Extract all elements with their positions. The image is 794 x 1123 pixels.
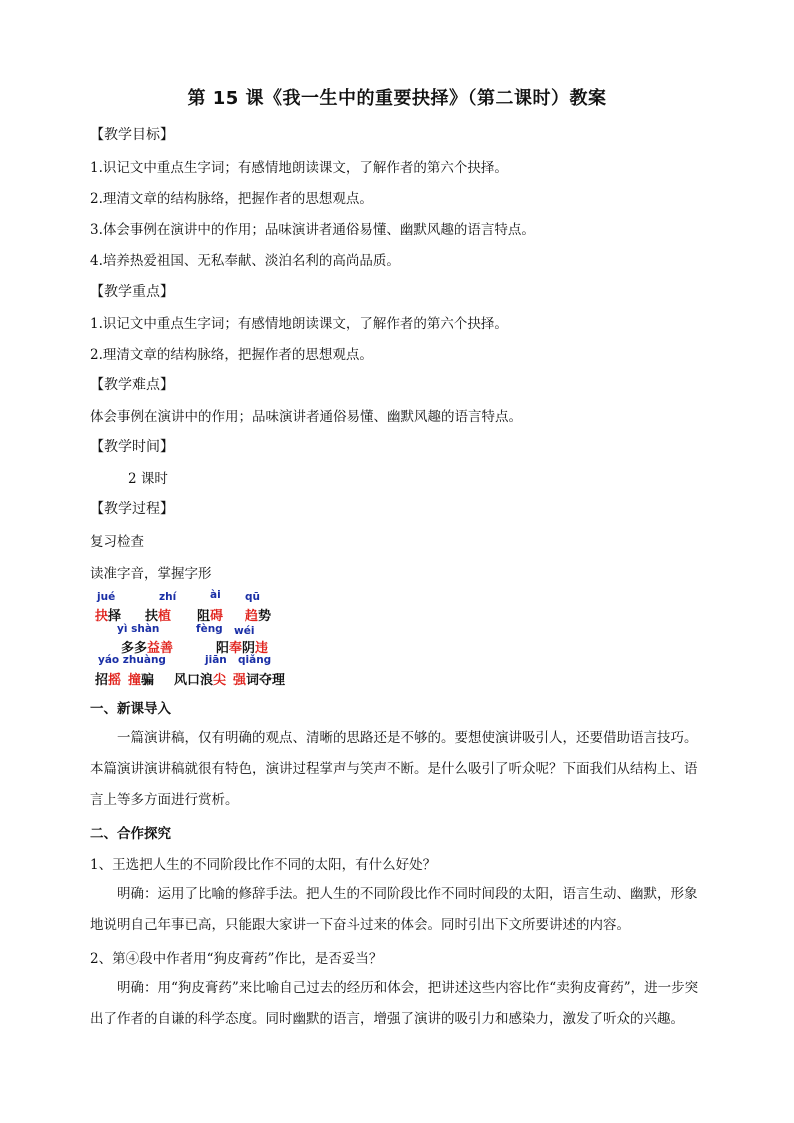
goals-heading: 【教学目标】 bbox=[90, 127, 174, 143]
vocab-word: 招摇 bbox=[95, 673, 122, 688]
pinyin-label: yáo zhuàng bbox=[98, 654, 166, 666]
question-text: 1、王选把人生的不同阶段比作不同的太阳，有什么好处？ bbox=[90, 857, 437, 873]
goal-item: 4.培养热爱祖国、无私奉献、淡泊名利的高尚品质。 bbox=[90, 253, 400, 269]
difficult-heading: 【教学难点】 bbox=[90, 377, 174, 393]
section-heading: 一、新课导入 bbox=[90, 701, 171, 717]
key-item: 2.理清文章的结构脉络，把握作者的思想观点。 bbox=[90, 347, 373, 363]
vocab-word: 阳奉阴违 bbox=[216, 641, 269, 656]
time-heading: 【教学时间】 bbox=[90, 439, 174, 455]
document-title: 第 15 课《我一生中的重要抉择》（第二课时）教案 bbox=[187, 88, 607, 109]
pinyin-label: zhí bbox=[159, 591, 177, 603]
key-item: 1.识记文中重点生字词；有感情地朗读课文，了解作者的第六个抉择。 bbox=[90, 316, 508, 332]
pinyin-label: jué bbox=[97, 591, 116, 603]
read-label: 读准字音，掌握字形 bbox=[90, 566, 212, 582]
pinyin-label: wéi bbox=[234, 625, 255, 637]
goal-item: 2.理清文章的结构脉络，把握作者的思想观点。 bbox=[90, 191, 373, 207]
pinyin-label: fèng bbox=[196, 623, 223, 635]
goal-item: 1.识记文中重点生字词；有感情地朗读课文，了解作者的第六个抉择。 bbox=[90, 160, 508, 176]
vocab-word: 抉择 bbox=[95, 609, 122, 624]
pinyin-label: ài bbox=[210, 589, 221, 601]
vocab-word: 扶植 bbox=[145, 609, 172, 624]
key-heading: 【教学重点】 bbox=[90, 284, 174, 300]
pinyin-label: yì shàn bbox=[117, 623, 160, 635]
answer-paragraph: 明确：运用了比喻的修辞手法。把人生的不同阶段比作不同时间段的太阳，语言生动、幽默，形象地说明自己年事已高，只能跟大家讲一下奋斗过来的体会。同时引出下文所要讲述的内容。 bbox=[90, 886, 698, 933]
vocab-word: 强词夺理 bbox=[233, 673, 286, 688]
vocab-word: 多多益善 bbox=[121, 641, 174, 656]
process-heading: 【教学过程】 bbox=[90, 501, 174, 517]
vocab-word: 撞骗 bbox=[128, 673, 155, 688]
question-text: 2、第④段中作者用“狗皮膏药”作比，是否妥当？ bbox=[90, 951, 383, 967]
vocab-word: 风口浪尖 bbox=[174, 673, 227, 688]
vocab-word: 阻碍 bbox=[197, 609, 224, 624]
time-value: 2 课时 bbox=[128, 471, 168, 487]
goal-item: 3.体会事例在演讲中的作用；品味演讲者通俗易懂、幽默风趣的语言特点。 bbox=[90, 222, 535, 238]
review-label: 复习检查 bbox=[90, 534, 144, 550]
answer-paragraph: 明确：用“狗皮膏药”来比喻自己过去的经历和体会，把讲述这些内容比作“卖狗皮膏药”，进一步突出了作者的自谦的科学态度。同时幽默的语言，增强了演讲的吸引力和感染力，激发了听众的兴趣。 bbox=[90, 980, 699, 1027]
section-heading: 二、合作探究 bbox=[90, 826, 171, 842]
pinyin-label: jiān bbox=[205, 654, 227, 666]
pinyin-label: qū bbox=[245, 591, 260, 603]
vocab-word: 趋势 bbox=[245, 609, 272, 624]
difficult-text: 体会事例在演讲中的作用；品味演讲者通俗易懂、幽默风趣的语言特点。 bbox=[90, 409, 522, 425]
pinyin-label: qiǎng bbox=[238, 654, 272, 666]
section-paragraph: 一篇演讲稿，仅有明确的观点、清晰的思路还是不够的。要想使演讲吸引人，还要借助语言技巧。本篇演讲演讲稿就很有特色，演讲过程掌声与笑声不断。是什么吸引了听众呢？下面我们从结构上、语言上等多方面进行赏析。 bbox=[90, 730, 698, 808]
